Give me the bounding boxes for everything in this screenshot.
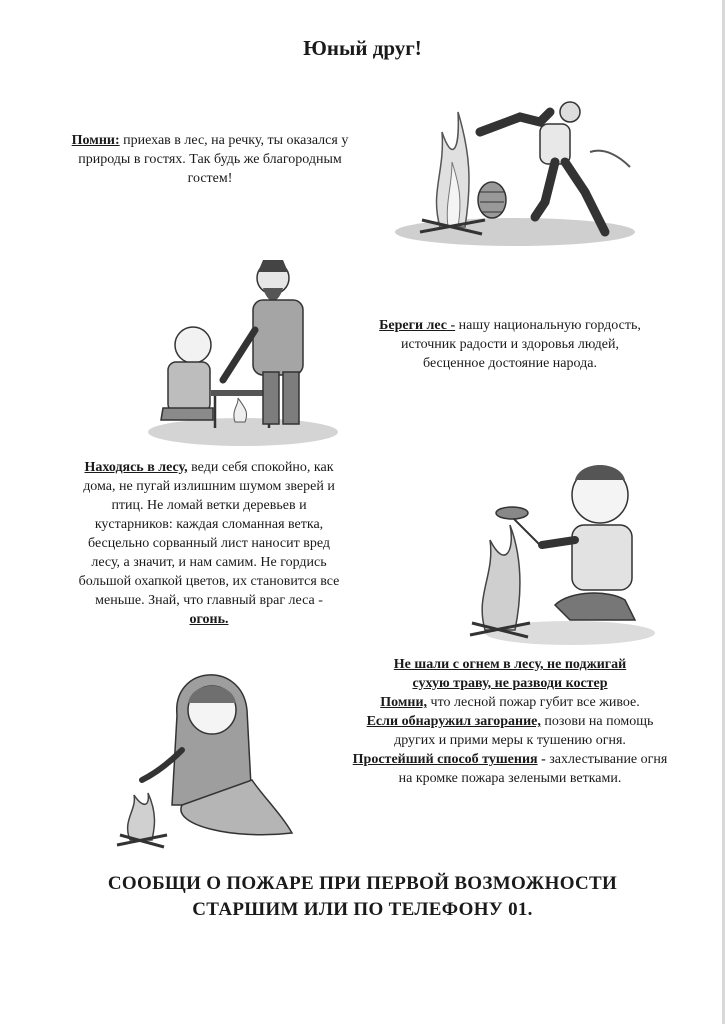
in-forest-paragraph bbox=[75, 458, 343, 629]
remember-fire-line bbox=[345, 693, 675, 712]
fire-detected-lead: Если обнаружил загорание, bbox=[366, 714, 541, 729]
remember-text: приехав в лес, на речку, ты оказался у природы в гостях. Так будь же благородным гостем! bbox=[78, 133, 349, 186]
child-figure bbox=[161, 327, 213, 420]
extinguish-method-lead: Простейший способ тушения bbox=[352, 752, 538, 767]
extinguish-method-text: захлестывание огня на кромке пожара зелеными ветками. bbox=[398, 752, 668, 786]
protect-forest-text: нашу национальную гордость, источник радости и здоровья людей, бесценное достояние народа. bbox=[400, 318, 641, 371]
campfire-flame-icon bbox=[420, 112, 485, 234]
remember-fire-lead: Помни, bbox=[380, 695, 428, 710]
remember-lead: Помни: bbox=[71, 133, 120, 148]
sausage-on-stick-icon bbox=[496, 507, 540, 545]
remember-paragraph bbox=[70, 131, 350, 188]
man-and-child-at-campfire-illustration bbox=[143, 250, 343, 450]
fire-warning-line-1: Не шали с огнем в лесу, не поджигай bbox=[393, 657, 627, 672]
page-title: Юный друг! bbox=[303, 36, 422, 60]
fire-safety-paragraph bbox=[345, 655, 675, 788]
campfire-flame-icon bbox=[470, 525, 530, 637]
extinguish-method-dash: - bbox=[537, 752, 546, 767]
footer-line-2: СТАРШИМ ИЛИ ПО ТЕЛЕФОНУ 01. bbox=[192, 899, 533, 920]
boy-figure bbox=[542, 465, 635, 620]
pinecone-icon bbox=[478, 182, 506, 218]
fire-detected-line bbox=[345, 712, 675, 750]
boy-roasting-sausage-illustration bbox=[460, 455, 660, 650]
in-forest-text: веди себя спокойно, как дома, не пугай излишним шумом зверей и птиц. Не ломай ветки деревьев и кустарников: каждая сломанная ветка, бесцельно сорванный лист наносит вред лесу, а значит, и нам самим. Не гордись большой охапкой цветов, их становится все меньше. Знай, что главный враг леса - bbox=[78, 460, 340, 608]
bearded-man-figure bbox=[223, 260, 303, 424]
remember-fire-text: что лесной пожар губит все живое. bbox=[427, 695, 640, 710]
protect-forest-lead: Береги лес - bbox=[379, 318, 456, 333]
small-campfire-icon bbox=[117, 793, 167, 847]
extinguish-method-line bbox=[345, 750, 675, 788]
fire-warning-line-2: сухую траву, не разводи костер bbox=[412, 676, 608, 691]
jumping-over-fire-illustration bbox=[390, 92, 640, 252]
fire-detected-text: позови на помощь других и прими меры к тушению огня. bbox=[394, 714, 654, 748]
girl-figure bbox=[142, 675, 292, 835]
fire-emphasis: огонь. bbox=[189, 612, 229, 627]
in-forest-lead: Находясь в лесу, bbox=[84, 460, 188, 475]
girl-at-campfire-illustration bbox=[112, 655, 322, 855]
footer-line-1: СООБЩИ О ПОЖАРЕ ПРИ ПЕРВОЙ ВОЗМОЖНОСТИ bbox=[107, 873, 618, 894]
protect-forest-paragraph bbox=[370, 316, 650, 373]
